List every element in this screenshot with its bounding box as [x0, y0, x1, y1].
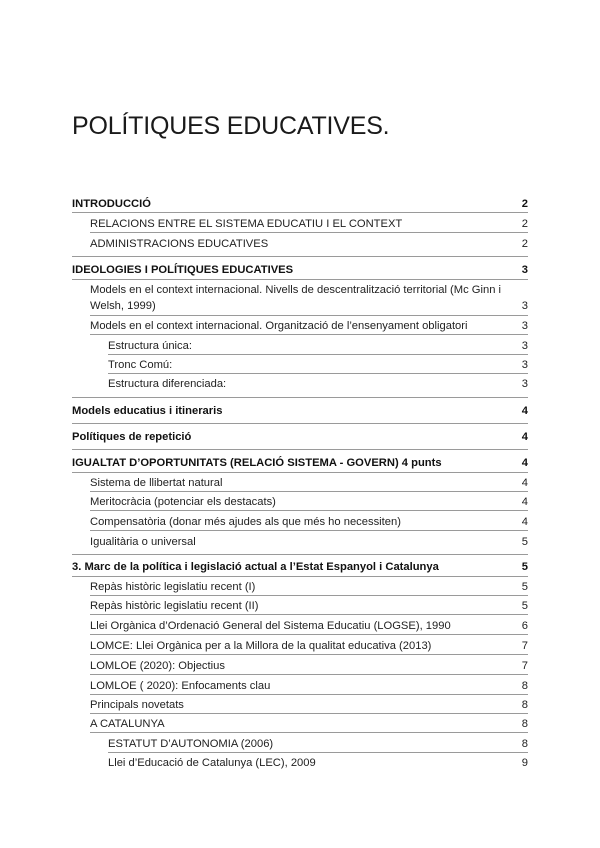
toc-divider: [90, 334, 528, 335]
toc-entry-igualitaria[interactable]: Igualitària o universal: [90, 536, 196, 548]
toc-entry-estructura-unica[interactable]: Estructura única:: [108, 340, 192, 352]
toc-entry-repas-historic-2[interactable]: Repàs històric legislatiu recent (II): [90, 600, 259, 612]
toc-divider: [90, 614, 528, 615]
toc-entry-repas-historic-1[interactable]: Repàs històric legislatiu recent (I): [90, 581, 256, 593]
toc-page-number: 4: [521, 496, 528, 508]
toc-page-number: 8: [521, 738, 528, 750]
toc-page-number: 8: [521, 680, 528, 692]
toc-divider: [90, 491, 528, 492]
toc-page-number: 8: [521, 718, 528, 730]
toc-page-number: 3: [521, 340, 528, 352]
toc-page-number: 3: [521, 378, 528, 390]
toc-page-number: 5: [521, 536, 528, 548]
toc-divider: [72, 449, 528, 450]
toc-entry-relacions[interactable]: RELACIONS ENTRE EL SISTEMA EDUCATIU I EL CONTEXT: [90, 218, 403, 230]
toc-divider: [90, 315, 528, 316]
toc-divider: [108, 373, 528, 374]
toc-divider: [90, 674, 528, 675]
toc-page-number: 4: [521, 477, 528, 489]
toc-entry-compensatoria[interactable]: Compensatòria (donar més ajudes als que més ho necessiten): [90, 516, 401, 528]
toc-entry-models-educatius[interactable]: Models educatius i itineraris: [72, 405, 223, 417]
toc-entry-llibertat-natural[interactable]: Sistema de llibertat natural: [90, 477, 223, 489]
toc-page-number: 5: [521, 581, 528, 593]
page-title: POLÍTIQUES EDUCATIVES.: [72, 112, 390, 140]
toc-entry-estructura-diferenciada[interactable]: Estructura diferenciada:: [108, 378, 227, 390]
toc-entry-models-organitzacio[interactable]: Models en el context internacional. Organització de l’ensenyament obligatori: [90, 320, 468, 332]
toc-divider: [72, 397, 528, 398]
toc-entry-models-descentralitzacio[interactable]: Models en el context internacional. Nivells de descentralització territorial (Mc Ginn i Welsh, 1999): [90, 284, 502, 312]
toc-page-number: 4: [521, 405, 528, 417]
toc-divider: [90, 510, 528, 511]
toc-page-number: 5: [521, 600, 528, 612]
toc-page-number: 7: [521, 660, 528, 672]
toc-entry-introduccio[interactable]: INTRODUCCIÓ: [72, 198, 151, 210]
toc-divider: [90, 732, 528, 733]
toc-divider: [90, 713, 528, 714]
toc-divider: [72, 554, 528, 555]
toc-entry-lomloe-enfocaments[interactable]: LOMLOE ( 2020): Enfocaments clau: [90, 680, 271, 692]
toc-entry-ideologies[interactable]: IDEOLOGIES I POLÍTIQUES EDUCATIVES: [72, 264, 294, 276]
toc-entry-lomloe-objectius[interactable]: LOMLOE (2020): Objectius: [90, 660, 225, 672]
toc-page-number: 3: [521, 320, 528, 332]
toc-entry-logse[interactable]: Llei Orgànica d’Ordenació General del Sistema Educatiu (LOGSE), 1990: [90, 620, 451, 632]
toc-entry-igualtat-oportunitats[interactable]: IGUALTAT D’OPORTUNITATS (RELACIÓ SISTEMA - GOVERN) 4 punts: [72, 457, 442, 469]
toc-page-number: 3: [521, 300, 528, 312]
toc-page-number: 5: [521, 561, 528, 573]
toc-entry-lec[interactable]: Llei d’Educació de Catalunya (LEC), 2009: [108, 757, 316, 769]
toc-entry-meritocracia[interactable]: Meritocràcia (potenciar els destacats): [90, 496, 276, 508]
toc-page-number: 3: [521, 359, 528, 371]
toc-entry-tronc-comu[interactable]: Tronc Comú:: [108, 359, 173, 371]
toc-page-number: 2: [521, 218, 528, 230]
toc-page-number: 9: [521, 757, 528, 769]
toc-divider: [72, 576, 528, 577]
toc-divider: [108, 752, 528, 753]
toc-divider: [72, 423, 528, 424]
toc-page-number: 2: [521, 238, 528, 250]
toc-entry-a-catalunya[interactable]: A CATALUNYA: [90, 718, 165, 730]
toc-entry-politiques-repeticio[interactable]: Polítiques de repetició: [72, 431, 192, 443]
toc-divider: [72, 256, 528, 257]
toc-divider: [90, 530, 528, 531]
toc-divider: [90, 654, 528, 655]
toc-divider: [72, 472, 528, 473]
toc-page-number: 4: [521, 431, 528, 443]
toc-entry-administracions[interactable]: ADMINISTRACIONS EDUCATIVES: [90, 238, 269, 250]
toc-entry-estatut-autonomia[interactable]: ESTATUT D’AUTONOMIA (2006): [108, 738, 274, 750]
toc-divider: [90, 232, 528, 233]
toc-page-number: 3: [521, 264, 528, 276]
toc-page-number: 7: [521, 640, 528, 652]
toc-divider: [108, 354, 528, 355]
toc-divider: [90, 694, 528, 695]
toc-divider: [90, 634, 528, 635]
toc-page-number: 4: [521, 516, 528, 528]
toc-divider: [72, 279, 528, 280]
toc-entry-lomce[interactable]: LOMCE: Llei Orgànica per a la Millora de la qualitat educativa (2013): [90, 640, 432, 652]
toc-entry-principals-novetats[interactable]: Principals novetats: [90, 699, 184, 711]
toc-page-number: 2: [521, 198, 528, 210]
toc-page-number: 6: [521, 620, 528, 632]
toc-page-number: 8: [521, 699, 528, 711]
toc-divider: [90, 595, 528, 596]
toc-divider: [72, 212, 528, 213]
toc-page-number: 4: [521, 457, 528, 469]
toc-entry-marc-politica[interactable]: 3. Marc de la política i legislació actual a l’Estat Espanyol i Catalunya: [72, 561, 439, 573]
